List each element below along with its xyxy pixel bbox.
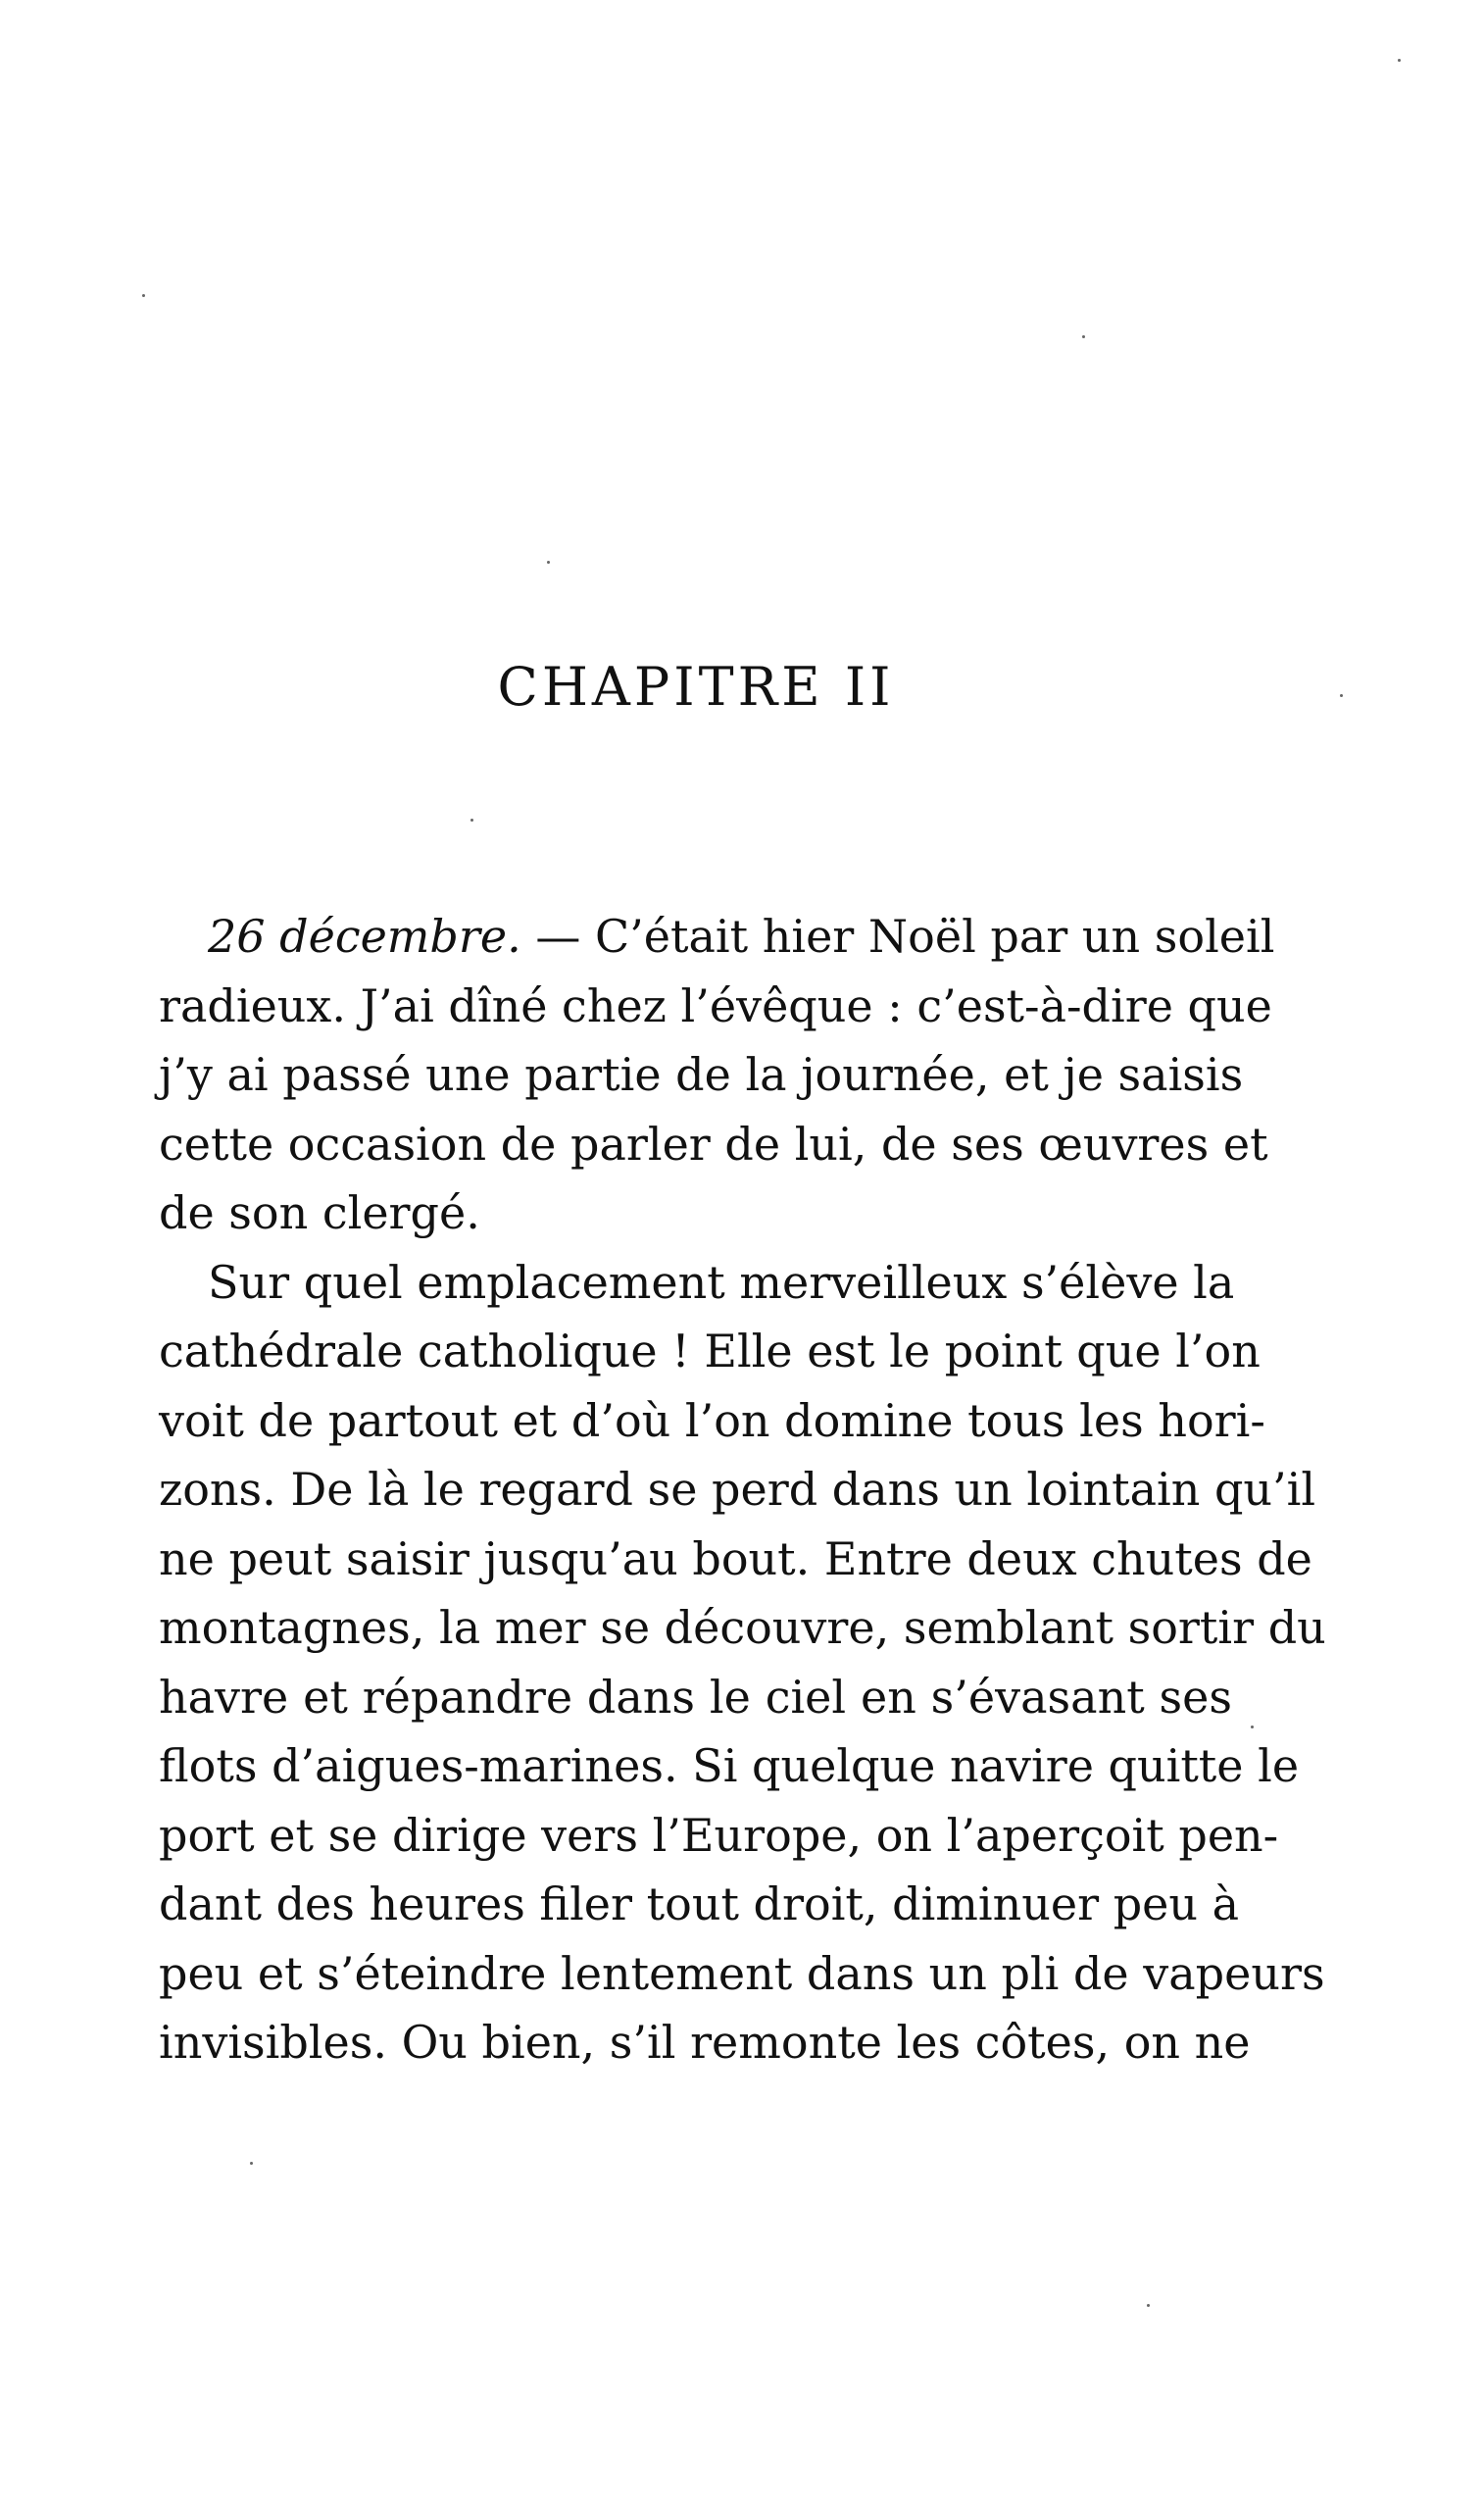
text-line: havre et répandre dans le ciel en s’évasant ses — [159, 1670, 1232, 1724]
text-line: cathédrale catholique ! Elle est le point que l’on — [159, 1325, 1261, 1377]
text-line: montagnes, la mer se découvre, semblant sortir du — [159, 1601, 1326, 1654]
date-label: 26 décembre. — [208, 910, 521, 963]
scan-speck — [250, 2162, 253, 2165]
text-line: invisibles. Ou bien, s’il remonte les côtes, on ne — [159, 2016, 1251, 2069]
scan-speck — [1082, 335, 1085, 338]
text-line: voit de partout et d’où l’on domine tous les hori- — [159, 1393, 1265, 1447]
text-line: radieux. J’ai dîné chez l’évêque : c’est-à-dire que — [159, 978, 1272, 1032]
scan-speck — [142, 294, 145, 297]
text-fragment: — C’était hier Noël par un soleil — [520, 910, 1275, 963]
scan-speck — [1340, 694, 1343, 697]
scan-speck — [1251, 1726, 1254, 1728]
text-line: zons. De là le regard se perd dans un lointain qu’il — [159, 1463, 1316, 1516]
text-line: peu et s’éteindre lentement dans un pli de vapeurs — [159, 1946, 1325, 2000]
text-line: cette occasion de parler de lui, de ses œuvres et — [159, 1117, 1268, 1171]
paragraph — [159, 902, 1275, 1248]
body-text — [159, 902, 1326, 2077]
text-line: port et se dirige vers l’Europe, on l’aperçoit pen- — [159, 1808, 1279, 1862]
scan-speck — [1147, 2304, 1150, 2307]
scan-speck — [547, 561, 550, 564]
paragraph — [159, 1248, 1326, 2077]
scan-speck — [1398, 59, 1401, 62]
text-line — [159, 902, 1275, 972]
text-line: j’y ai passé une partie de la journée, et je saisis — [159, 1048, 1244, 1101]
text-line: Sur quel emplacement merveilleux s’élève la — [208, 1255, 1235, 1309]
scan-speck — [470, 819, 473, 822]
text-line: ne peut saisir jusqu’au bout. Entre deux chutes de — [159, 1531, 1312, 1585]
text-line: de son clergé. — [159, 1186, 480, 1239]
text-line: flots d’aigues-marines. Si quelque navire quitte le — [159, 1739, 1300, 1792]
chapter-heading: CHAPITRE II — [497, 656, 895, 718]
text-line: dant des heures filer tout droit, diminuer peu à — [159, 1877, 1240, 1930]
